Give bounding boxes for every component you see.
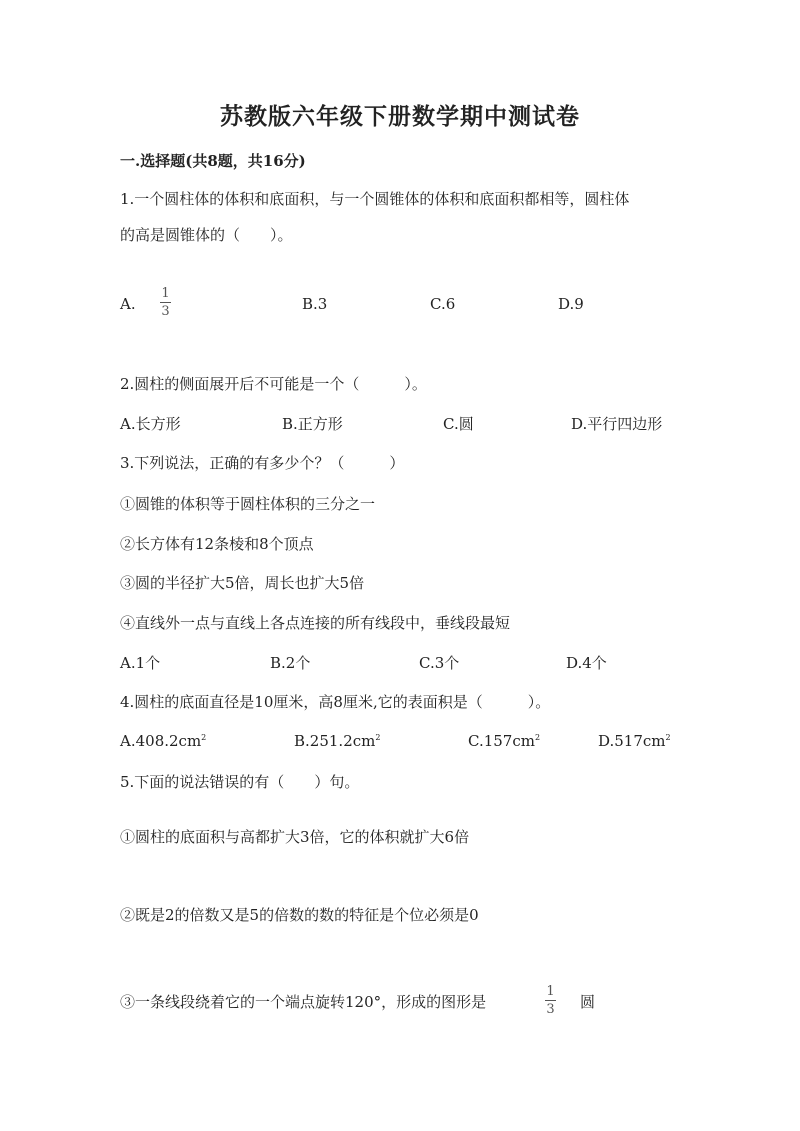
q3-statement-2: ②长方体有12条棱和8个顶点 xyxy=(120,535,314,553)
q3-stem: 3.下列说法，正确的有多少个？（ ） xyxy=(120,454,405,472)
q3-option-d[interactable]: D.4个 xyxy=(566,654,607,672)
fraction-bar xyxy=(545,1000,556,1001)
section-heading: 一.选择题(共8题，共16分) xyxy=(120,152,306,170)
q3-statement-1: ①圆锥的体积等于圆柱体积的三分之一 xyxy=(120,495,376,513)
q3-statement-3: ③圆的半径扩大5倍，周长也扩大5倍 xyxy=(120,574,365,592)
fraction-numerator: 1 xyxy=(161,286,170,301)
q4-option-b-text: B.251.2cm xyxy=(294,732,376,750)
q2-stem: 2.圆柱的侧面展开后不可能是一个（ ）。 xyxy=(120,375,427,393)
q1-option-a-fraction[interactable] xyxy=(160,287,171,318)
q2-option-c[interactable]: C.圆 xyxy=(443,415,474,433)
q2-option-d[interactable]: D.平行四边形 xyxy=(571,415,663,433)
q1-option-d[interactable]: D.9 xyxy=(558,295,584,313)
q4-option-b[interactable] xyxy=(294,732,380,750)
q4-option-a-text: A.408.2cm xyxy=(120,732,202,750)
q1-option-b[interactable]: B.3 xyxy=(302,295,328,313)
q3-option-a[interactable]: A.1个 xyxy=(120,654,161,672)
q5-statement-3: ③一条线段绕着它的一个端点旋转120°，形成的图形是 xyxy=(120,993,487,1011)
fraction-denominator: 3 xyxy=(161,304,170,319)
q4-option-c-text: C.157cm xyxy=(468,732,535,750)
page-title: 苏教版六年级下册数学期中测试卷 xyxy=(220,103,580,130)
q2-option-b[interactable]: B.正方形 xyxy=(282,415,343,433)
q5-stem: 5.下面的说法错误的有（ ）句。 xyxy=(120,773,360,791)
unit-superscript: 2 xyxy=(201,733,207,742)
q5-statement-1: ①圆柱的底面积与高都扩大3倍，它的体积就扩大6倍 xyxy=(120,828,470,846)
q4-option-d-text: D.517cm xyxy=(598,732,666,750)
fraction-denominator: 3 xyxy=(546,1002,555,1017)
fraction-bar xyxy=(160,302,171,303)
fraction-numerator: 1 xyxy=(546,984,555,999)
q1-stem-line1: 1.一个圆柱体的体积和底面积，与一个圆锥体的体积和底面积都相等，圆柱体 xyxy=(120,190,630,208)
q4-option-a[interactable] xyxy=(120,732,206,750)
q4-option-d[interactable] xyxy=(598,732,671,750)
q3-statement-4: ④直线外一点与直线上各点连接的所有线段中，垂线段最短 xyxy=(120,614,511,632)
unit-superscript: 2 xyxy=(375,733,381,742)
q3-option-b[interactable]: B.2个 xyxy=(270,654,311,672)
q3-option-c[interactable]: C.3个 xyxy=(419,654,460,672)
q5-statement-3-end: 圆 xyxy=(580,993,596,1011)
unit-superscript: 2 xyxy=(665,733,671,742)
q1-option-a-label[interactable]: A. xyxy=(120,295,136,313)
q1-option-c[interactable]: C.6 xyxy=(430,295,456,313)
q4-option-c[interactable] xyxy=(468,732,540,750)
q4-stem: 4.圆柱的底面直径是10厘米，高8厘米,它的表面积是（ ）。 xyxy=(120,693,551,711)
q1-stem-line2: 的高是圆锥体的（ ）。 xyxy=(120,226,293,244)
q2-option-a[interactable]: A.长方形 xyxy=(120,415,181,433)
q5-statement-3-fraction xyxy=(545,985,556,1016)
q5-statement-2: ②既是2的倍数又是5的倍数的数的特征是个位必须是0 xyxy=(120,906,479,924)
unit-superscript: 2 xyxy=(534,733,541,742)
